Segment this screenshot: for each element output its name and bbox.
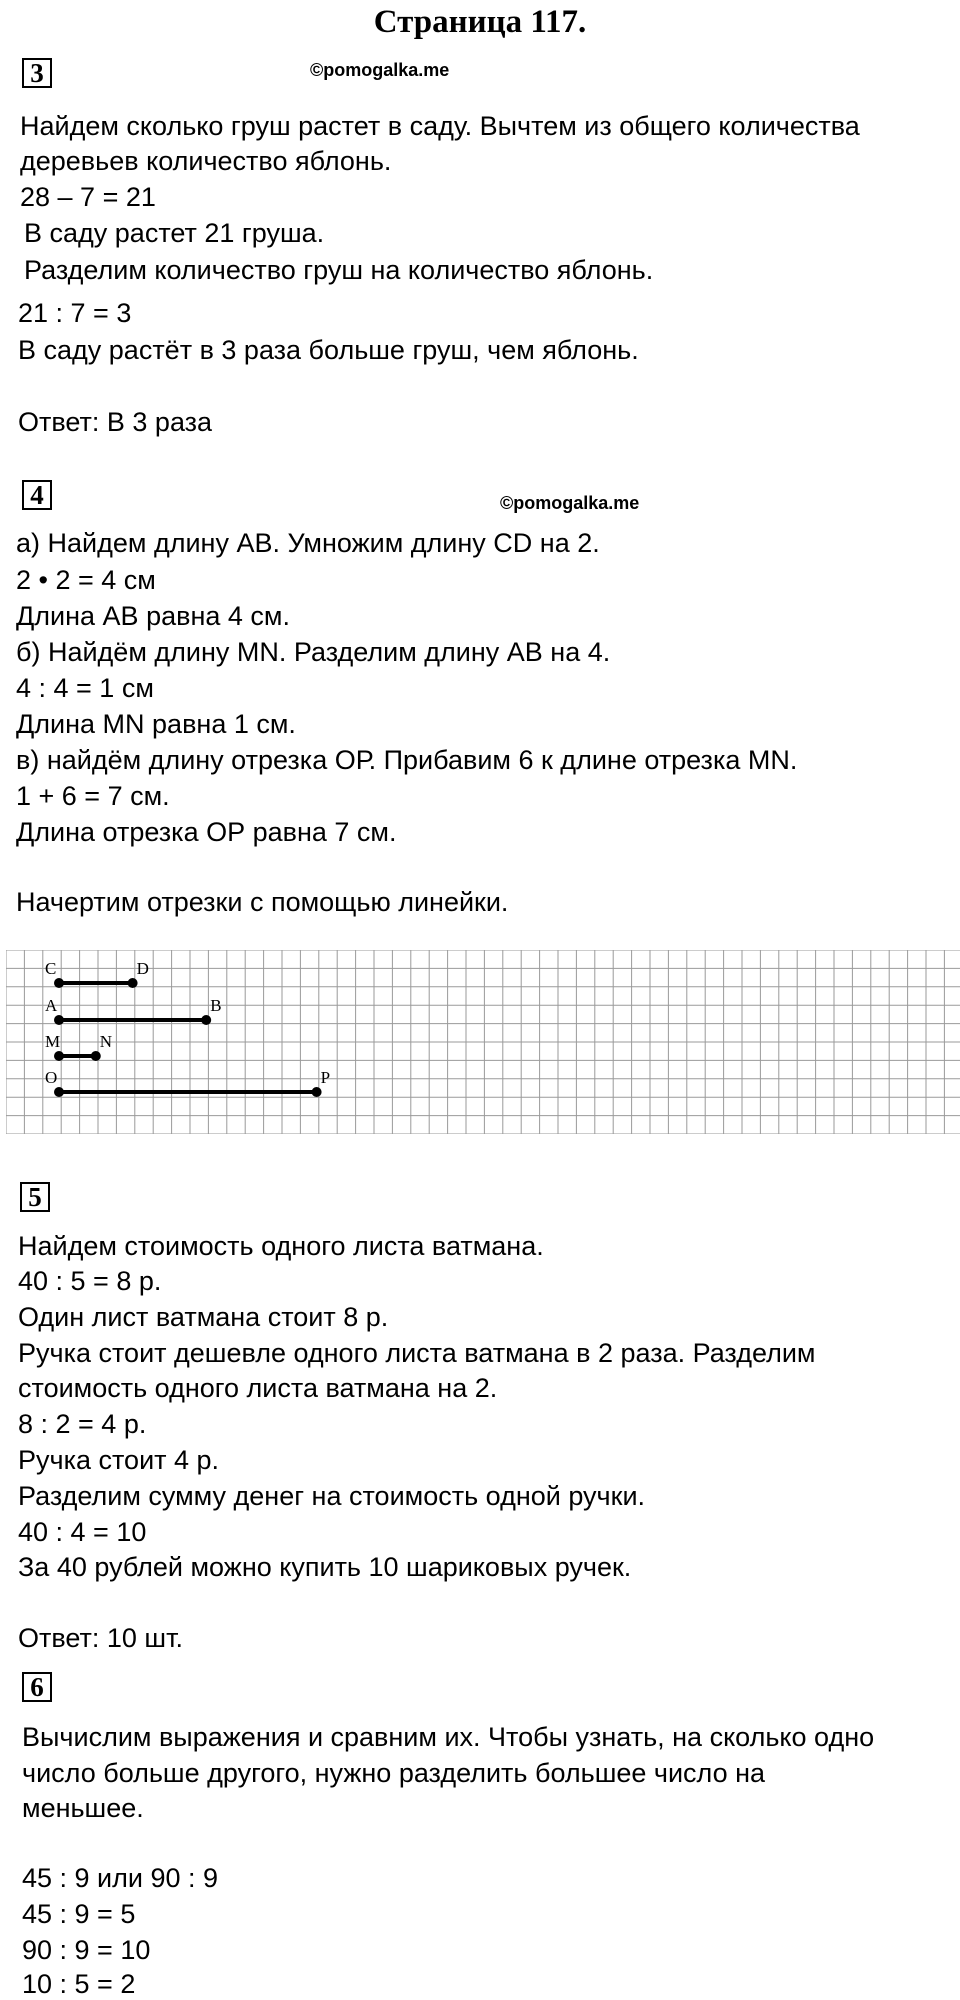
segment-label-B: B	[210, 996, 222, 1015]
task-3-line: Разделим количество груш на количество яблонь.	[24, 255, 654, 285]
watermark: ©pomogalka.me	[500, 493, 640, 513]
task-3-number: 3	[22, 58, 52, 88]
segment-label-M: M	[45, 1032, 61, 1051]
task-4-number: 4	[22, 480, 52, 510]
task-5-line: Ручка стоит дешевле одного листа ватмана в 2 раза. Разделим	[18, 1338, 816, 1368]
task-5-answer: Ответ: 10 шт.	[18, 1623, 183, 1653]
segment-point-D	[128, 978, 138, 988]
task-5-line: 40 : 4 = 10	[18, 1517, 147, 1547]
task-4-line: Начертим отрезки с помощью линейки.	[16, 887, 509, 917]
task-5-number: 5	[20, 1182, 50, 1212]
task-5-line: Один лист ватмана стоит 8 р.	[18, 1302, 389, 1332]
task-4-line: а) Найдем длину АВ. Умножим длину CD на 2.	[16, 528, 600, 558]
task-3-line: 21 : 7 = 3	[18, 298, 132, 328]
task-4-line: Длина отрезка ОР равна 7 см.	[16, 817, 397, 847]
task-3-answer: Ответ: В 3 раза	[18, 407, 213, 437]
segment-point-M	[54, 1051, 64, 1061]
task-5-line: Разделим сумму денег на стоимость одной ручки.	[18, 1481, 646, 1511]
segments-grid	[6, 950, 960, 1134]
task-4-line: б) Найдём длину MN. Разделим длину АВ на 4.	[16, 637, 611, 667]
watermark: ©pomogalka.me	[310, 60, 450, 80]
segment-label-C: C	[45, 959, 57, 978]
task-3-line: 28 – 7 = 21	[20, 182, 156, 212]
segment-label-O: O	[45, 1068, 58, 1087]
segment-point-C	[54, 978, 64, 988]
segment-point-O	[54, 1087, 64, 1097]
task-3-line: деревьев количество яблонь.	[20, 146, 392, 176]
task-4-line: 4 : 4 = 1 см	[16, 673, 154, 703]
segment-label-D: D	[136, 959, 149, 978]
task-5-line: Найдем стоимость одного листа ватмана.	[18, 1231, 544, 1261]
task-3-line: Найдем сколько груш растет в саду. Вычтем из общего количества	[20, 111, 860, 141]
segment-point-N	[91, 1051, 101, 1061]
segment-point-B	[201, 1015, 211, 1025]
task-4-line: в) найдём длину отрезка ОР. Прибавим 6 к длине отрезка MN.	[16, 745, 798, 775]
task-6-line: 45 : 9 = 5	[22, 1899, 136, 1929]
task-4-line: Длина АВ равна 4 см.	[16, 601, 290, 631]
task-6-line: число больше другого, нужно разделить большее число на	[22, 1758, 766, 1788]
task-5-line: 8 : 2 = 4 р.	[18, 1409, 147, 1439]
task-4-line: 1 + 6 = 7 см.	[16, 781, 170, 811]
task-6-line: 10 : 5 = 2	[22, 1969, 136, 1999]
segment-point-A	[54, 1015, 64, 1025]
task-5-line: стоимость одного листа ватмана на 2.	[18, 1373, 498, 1403]
task-6-line: 45 : 9 или 90 : 9	[22, 1863, 219, 1893]
segment-label-N: N	[99, 1032, 113, 1051]
segment-label-A: A	[45, 996, 58, 1015]
task-3-line: В саду растет 21 груша.	[24, 218, 325, 248]
segment-label-P: P	[320, 1068, 331, 1087]
task-5-line: Ручка стоит 4 р.	[18, 1445, 220, 1475]
task-5-line: 40 : 5 = 8 р.	[18, 1266, 162, 1296]
task-5-line: За 40 рублей можно купить 10 шариковых ручек.	[18, 1552, 632, 1582]
task-6-line: меньшее.	[22, 1793, 144, 1823]
page-title: Страница 117.	[373, 4, 587, 40]
segment-point-P	[312, 1087, 322, 1097]
task-4-line: 2 • 2 = 4 см	[16, 565, 156, 595]
task-3-line: В саду растёт в 3 раза больше груш, чем яблонь.	[18, 335, 639, 365]
task-6-line: 90 : 9 = 10	[22, 1935, 151, 1965]
task-6-number: 6	[22, 1672, 52, 1702]
task-6-line: Вычислим выражения и сравним их. Чтобы узнать, на сколько одно	[22, 1722, 875, 1752]
task-4-line: Длина MN равна 1 см.	[16, 709, 296, 739]
